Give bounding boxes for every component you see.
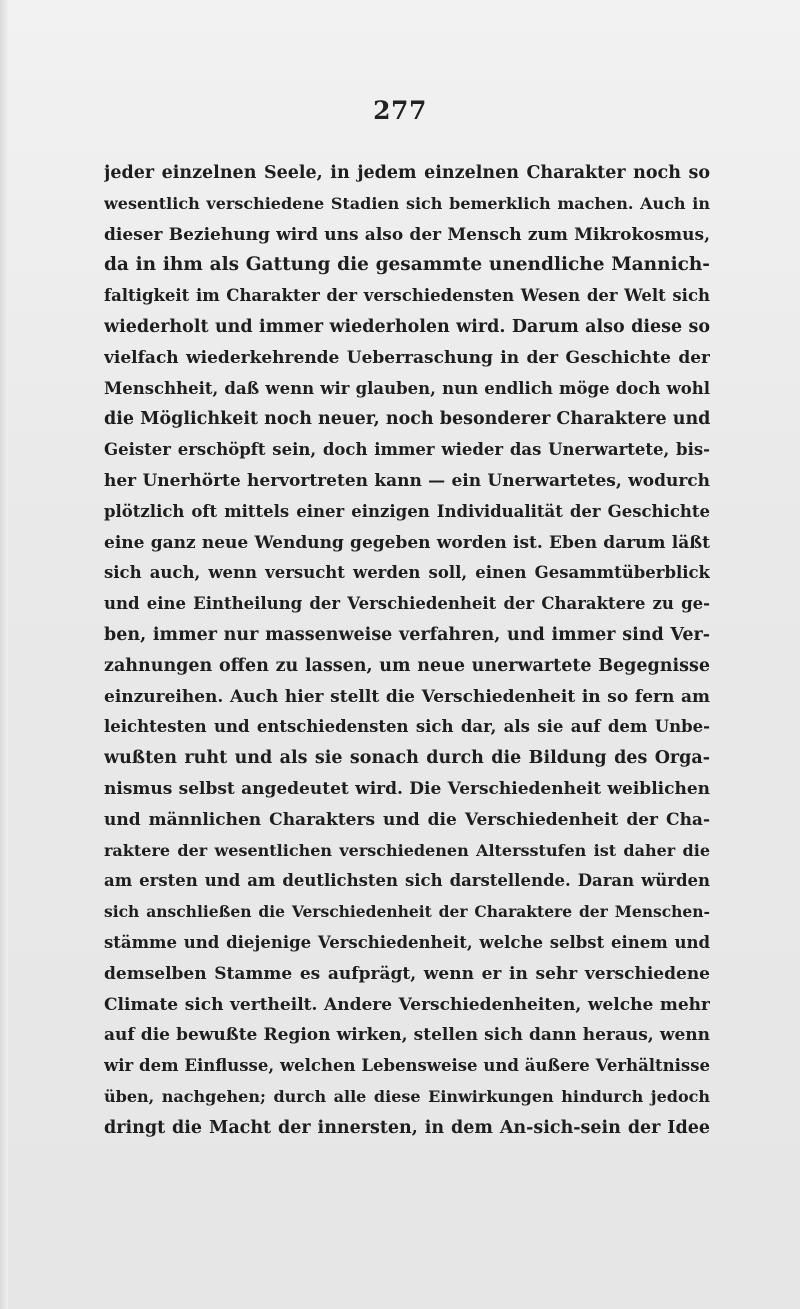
text-line: und männlichen Charakters und die Verschiedenheit der Cha-: [104, 809, 710, 830]
text-line: stämme und diejenige Verschiedenheit, welche selbst einem und: [104, 932, 710, 952]
text-line: und eine Eintheilung der Verschiedenheit der Charaktere zu ge-: [104, 594, 710, 614]
text-line: zahnungen offen zu lassen, um neue unerwartete Begegnisse: [104, 655, 710, 676]
text-line: raktere der wesentlichen verschiedenen Altersstufen ist daher die: [104, 840, 710, 860]
page-number: 277: [373, 96, 427, 125]
body-text: [104, 158, 710, 1144]
text-line: üben, nachgehen; durch alle diese Einwirkungen hindurch jedoch: [104, 1086, 710, 1106]
text-line: am ersten und am deutlichsten sich darstellende. Daran würden: [104, 871, 710, 891]
text-line: da in ihm als Gattung die gesammte unendliche Mannich-: [104, 254, 710, 276]
text-line: ben, immer nur massenweise verfahren, und immer sind Ver-: [104, 624, 710, 645]
text-line: Climate sich vertheilt. Andere Verschiedenheiten, welche mehr: [104, 994, 710, 1015]
text-line: wiederholt und immer wiederholen wird. Darum also diese so: [104, 316, 710, 337]
text-line: her Unerhörte hervortreten kann — ein Unerwartetes, wodurch: [104, 470, 710, 491]
text-line: sich anschließen die Verschiedenheit der Charaktere der Menschen-: [104, 902, 710, 922]
text-line: einzureihen. Auch hier stellt die Verschiedenheit in so fern am: [104, 686, 710, 707]
text-line: sich auch, wenn versucht werden soll, einen Gesammtüberblick: [104, 563, 710, 583]
text-line: dringt die Macht der innersten, in dem An-sich-sein der Idee: [104, 1117, 710, 1138]
text-line: demselben Stamme es aufprägt, wenn er in sehr verschiedene: [104, 963, 710, 984]
text-line: dieser Beziehung wird uns also der Mensch zum Mikrokosmus,: [104, 224, 710, 245]
text-line: jeder einzelnen Seele, in jedem einzelnen Charakter noch so: [104, 163, 710, 183]
text-line: wir dem Einflusse, welchen Lebensweise und äußere Verhältnisse: [104, 1056, 710, 1076]
text-line: auf die bewußte Region wirken, stellen sich dann heraus, wenn: [104, 1025, 710, 1046]
text-line: plötzlich oft mittels einer einzigen Individualität der Geschichte: [104, 501, 710, 521]
text-line: eine ganz neue Wendung gegeben worden ist. Eben darum läßt: [104, 532, 710, 553]
text-line: faltigkeit im Charakter der verschiedensten Wesen der Welt sich: [104, 286, 710, 306]
text-line: wußten ruht und als sie sonach durch die Bildung des Orga-: [104, 748, 710, 769]
text-line: die Möglichkeit noch neuer, noch besonderer Charaktere und: [104, 409, 710, 430]
text-line: Menschheit, daß wenn wir glauben, nun endlich möge doch wohl: [104, 378, 710, 398]
text-line: nismus selbst angedeutet wird. Die Verschiedenheit weiblichen: [104, 778, 710, 799]
text-line: vielfach wiederkehrende Ueberraschung in der Geschichte der: [104, 347, 710, 368]
text-line: Geister erschöpft sein, doch immer wieder das Unerwartete, bis-: [104, 440, 710, 460]
page-edge-shadow: [0, 0, 8, 1309]
text-line: wesentlich verschiedene Stadien sich bemerklich machen. Auch in: [104, 193, 710, 213]
text-line: leichtesten und entschiedensten sich dar, als sie auf dem Unbe-: [104, 717, 710, 737]
